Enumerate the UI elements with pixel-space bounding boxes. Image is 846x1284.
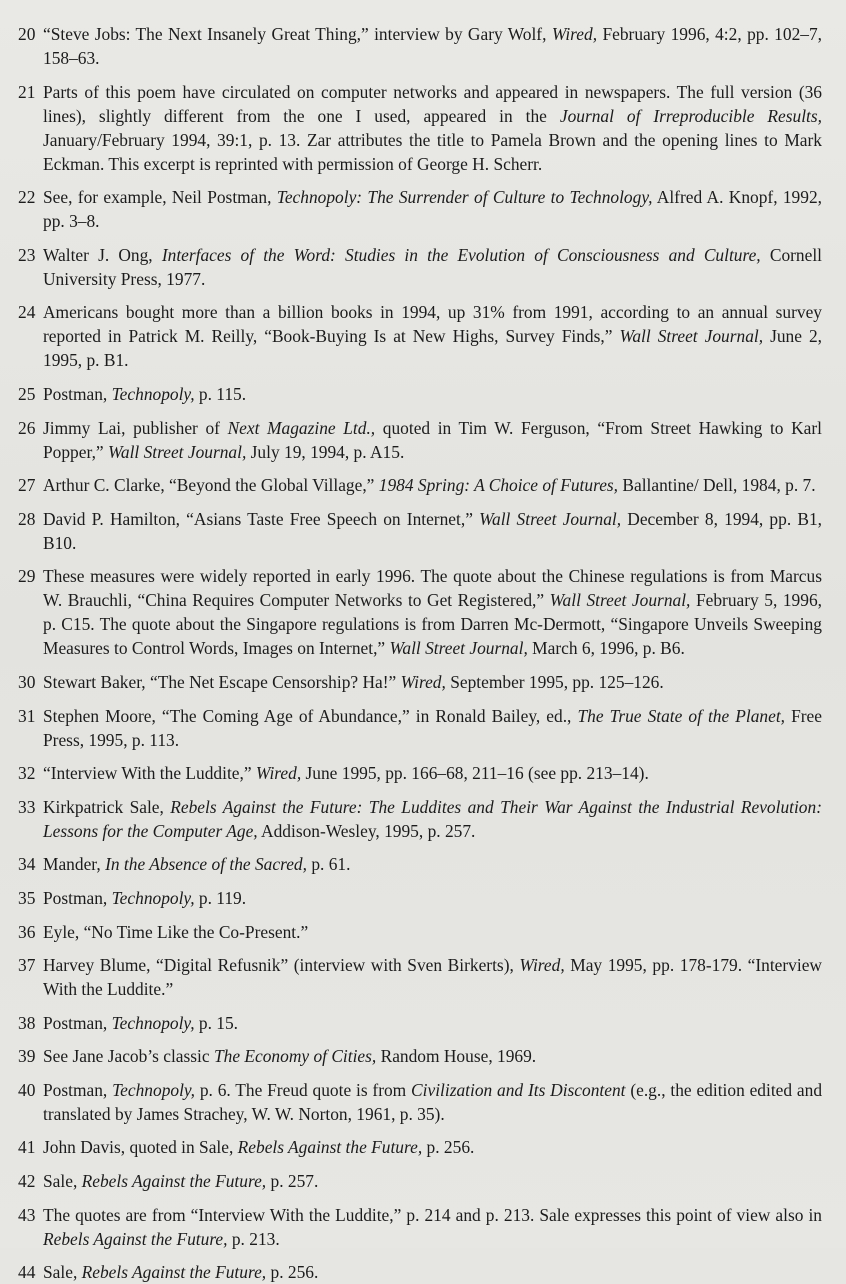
endnote-number: 20 [18,24,36,44]
italic-title: Wired, [400,671,446,692]
text-run: Postman, [43,887,112,908]
italic-title: Wall Street Journal, [108,441,247,462]
text-run: p. 6. The Freud quote is from [195,1079,412,1100]
italic-title: Technopoly, [111,887,195,908]
text-run: p. 119. [194,887,247,908]
endnote-text [43,1011,822,1035]
text-run: Free Press, 1995, p. 113. [43,705,822,750]
italic-title: Technopoly, [112,1079,196,1100]
endnote-32 [18,761,822,785]
endnote-42 [18,1169,822,1193]
text-run: p. 15. [194,1012,239,1033]
italic-title: Wired, [551,24,598,44]
italic-title: Wired, [255,763,302,784]
endnote-21 [18,80,822,176]
endnote-text [43,670,822,694]
italic-title: The True State of the Planet, [577,705,786,726]
text-run: p. 256. [422,1137,475,1158]
endnote-26 [18,416,822,464]
endnote-34 [18,852,822,876]
endnote-text [43,1260,822,1284]
endnote-text [43,1044,822,1068]
text-run: July 19, 1994, p. A15. [246,441,405,462]
endnote-text [43,507,822,555]
text-run: Postman, [43,1012,112,1033]
text-run: Jimmy Lai, publisher of [43,417,228,438]
text-run: p. 256. [266,1262,319,1283]
endnote-37 [18,953,822,1001]
text-run: February 5, 1996, p. C15. The quote about the Singapore regulations is from Darren Mc-Dermott, “Singapore Unveils Sweeping Measures to Control Words, Images on Internet,” [43,590,822,659]
italic-title: Journal of Irreproducible Results, [559,105,822,126]
text-run: The quotes are from “Interview With the Luddite,” p. 214 and p. 213. Sale expresses this point of view also in [43,1204,822,1225]
endnote-number: 31 [18,705,36,726]
endnote-number: 24 [18,302,36,323]
endnote-number: 26 [18,417,36,438]
endnote-text [43,382,822,406]
endnote-number: 22 [18,187,36,208]
endnote-text [43,185,822,233]
text-run: Postman, [43,383,112,404]
text-run: “Interview With the Luddite,” [43,763,256,784]
italic-title: In the Absence of the Sacred, [105,854,307,875]
italic-title: Rebels Against the Future, [81,1262,267,1283]
endnote-38 [18,1011,822,1035]
endnote-number: 32 [18,763,36,784]
text-run: Sale, [43,1171,82,1192]
italic-title: Wall Street Journal, [549,590,691,611]
italic-title: The Economy of Cities, [213,1046,377,1067]
endnote-text [43,761,822,785]
endnote-25 [18,382,822,406]
text-run: Stephen Moore, “The Coming Age of Abundance,” in Ronald Bailey, ed., [43,705,578,726]
endnote-number: 44 [18,1262,36,1283]
text-run: Cornell University Press, 1977. [43,244,823,289]
endnote-40 [18,1078,822,1126]
text-run: (e.g., the edition edited and translated by James Strachey, W. W. Norton, 1961, p. 35). [43,1079,823,1124]
text-run: p. 115. [194,383,247,404]
text-run: September 1995, pp. 125–126. [445,671,664,692]
endnote-text [43,473,822,497]
endnote-27 [18,473,822,497]
endnote-36 [18,920,822,944]
text-run: John Davis, quoted in Sale, [43,1137,238,1158]
text-run: December 8, 1994, pp. B1, B10. [43,508,822,553]
italic-title: Civilization and Its Discontent [411,1079,626,1100]
endnote-44 [18,1260,822,1284]
text-run: Alfred A. Knopf, 1992, pp. 3–8. [43,187,822,232]
endnote-number: 36 [18,921,36,942]
endnote-number: 34 [18,854,36,875]
text-run: Americans bought more than a billion books in 1994, up 31% from 1991, according to an annual survey reported in Patrick M. Reilly, “Book-Buying Is at New Highs, Survey Finds,” [43,302,822,347]
italic-title: 1984 Spring: A Choice of Futures, [378,475,619,496]
endnote-31 [18,704,822,752]
endnote-text [43,920,822,944]
italic-title: Technopoly, [111,1012,195,1033]
text-run: Walter J. Ong, [43,244,162,265]
text-run: Eyle, “No Time Like the Co-Present.” [43,921,309,942]
text-run: Kirkpatrick Sale, [43,796,171,817]
endnote-text [43,300,822,372]
endnote-number: 42 [18,1171,36,1192]
endnote-39 [18,1044,822,1068]
text-run: p. 213. [227,1228,280,1249]
endnote-number: 28 [18,508,36,529]
endnote-20 [18,22,822,70]
text-run: June 2, 1995, p. B1. [43,326,822,371]
italic-title: Technopoly, [111,383,195,404]
text-run: Parts of this poem have circulated on computer networks and appeared in newspapers. The full version (36 lines), slightly different from the one I used, appeared in the [43,81,822,126]
text-run: May 1995, pp. 178-179. “Interview With the Luddite.” [43,955,822,1000]
endnote-text [43,852,822,876]
endnote-22 [18,185,822,233]
endnote-text [43,1135,822,1159]
endnote-text [43,243,822,291]
endnote-28 [18,507,822,555]
endnote-23 [18,243,822,291]
text-run: February 1996, 4:2, pp. 102–7, 158–63. [43,24,823,68]
text-run: “Steve Jobs: The Next Insanely Great Thing,” interview by Gary Wolf, [43,24,552,44]
text-run: Sale, [43,1262,82,1283]
endnote-24 [18,300,822,372]
endnote-text [43,564,822,660]
italic-title: Interfaces of the Word: Studies in the Evolution of Consciousness and Culture, [161,244,761,265]
text-run: Arthur C. Clarke, “Beyond the Global Village,” [43,475,379,496]
endnote-number: 29 [18,566,36,587]
endnote-number: 43 [18,1204,36,1225]
endnote-text [43,1078,822,1126]
text-run: Ballantine/ Dell, 1984, p. 7. [618,475,816,496]
text-run: p. 61. [306,854,351,875]
endnote-text [43,416,822,464]
endnote-text [43,886,822,910]
endnote-text [43,953,822,1001]
endnote-text [43,1169,822,1193]
italic-title: Wall Street Journal, [619,326,764,347]
endnote-number: 25 [18,383,36,404]
endnote-text [43,80,822,176]
endnote-text [43,704,822,752]
text-run: Stewart Baker, “The Net Escape Censorship? Ha!” [43,671,401,692]
endnote-number: 30 [18,671,36,692]
text-run: Mander, [43,854,106,875]
endnote-number: 23 [18,244,36,265]
italic-title: Rebels Against the Future, [43,1228,228,1249]
text-run: quoted in Tim W. Ferguson, “From Street Hawking to Karl Popper,” [43,417,823,462]
italic-title: Wall Street Journal, [479,508,622,529]
italic-title: Next Magazine Ltd., [227,417,376,438]
endnote-number: 33 [18,796,36,817]
endnote-text [43,795,822,843]
endnote-33 [18,795,822,843]
text-run: David P. Hamilton, “Asians Taste Free Speech on Internet,” [43,508,480,529]
text-run: June 1995, pp. 166–68, 211–16 (see pp. 213–14). [301,763,649,784]
text-run: January/February 1994, 39:1, p. 13. Zar attributes the title to Pamela Brown and the opening lines to Mark Eckman. This excerpt is reprinted with permission of George H. Scherr. [43,129,822,174]
endnote-41 [18,1135,822,1159]
endnote-43 [18,1203,822,1251]
endnote-number: 21 [18,81,36,102]
text-run: See Jane Jacob’s classic [43,1046,214,1067]
italic-title: Technopoly: The Surrender of Culture to Technology, [276,187,653,208]
text-run: These measures were widely reported in early 1996. The quote about the Chinese regulations is from Marcus W. Brauchli, “China Requires Computer Networks to Get Registered,” [43,566,822,611]
text-run: p. 257. [266,1171,319,1192]
endnote-number: 37 [18,955,36,976]
italic-title: Wall Street Journal, [389,638,528,659]
italic-title: Rebels Against the Future, [81,1171,267,1192]
endnote-text [43,22,822,70]
endnote-number: 41 [18,1137,36,1158]
endnote-number: 39 [18,1046,36,1067]
endnote-35 [18,886,822,910]
endnote-number: 40 [18,1079,36,1100]
text-run: Harvey Blume, “Digital Refusnik” (interview with Sven Birkerts), [43,955,520,976]
italic-title: Rebels Against the Future, [237,1137,423,1158]
endnote-29 [18,564,822,660]
endnote-30 [18,670,822,694]
endnote-text [43,1203,822,1251]
text-run: Addison-Wesley, 1995, p. 257. [257,820,476,841]
endnote-number: 27 [18,475,36,496]
italic-title: Rebels Against the Future: The Luddites and Their War Against the Industrial Revolution: Lessons for the Computer Age, [43,796,822,841]
text-run: March 6, 1996, p. B6. [527,638,685,659]
endnote-number: 38 [18,1012,36,1033]
endnote-number: 35 [18,887,36,908]
text-run: Random House, 1969. [376,1046,537,1067]
italic-title: Wired, [519,955,565,976]
text-run: See, for example, Neil Postman, [43,187,277,208]
text-run: Postman, [43,1079,113,1100]
